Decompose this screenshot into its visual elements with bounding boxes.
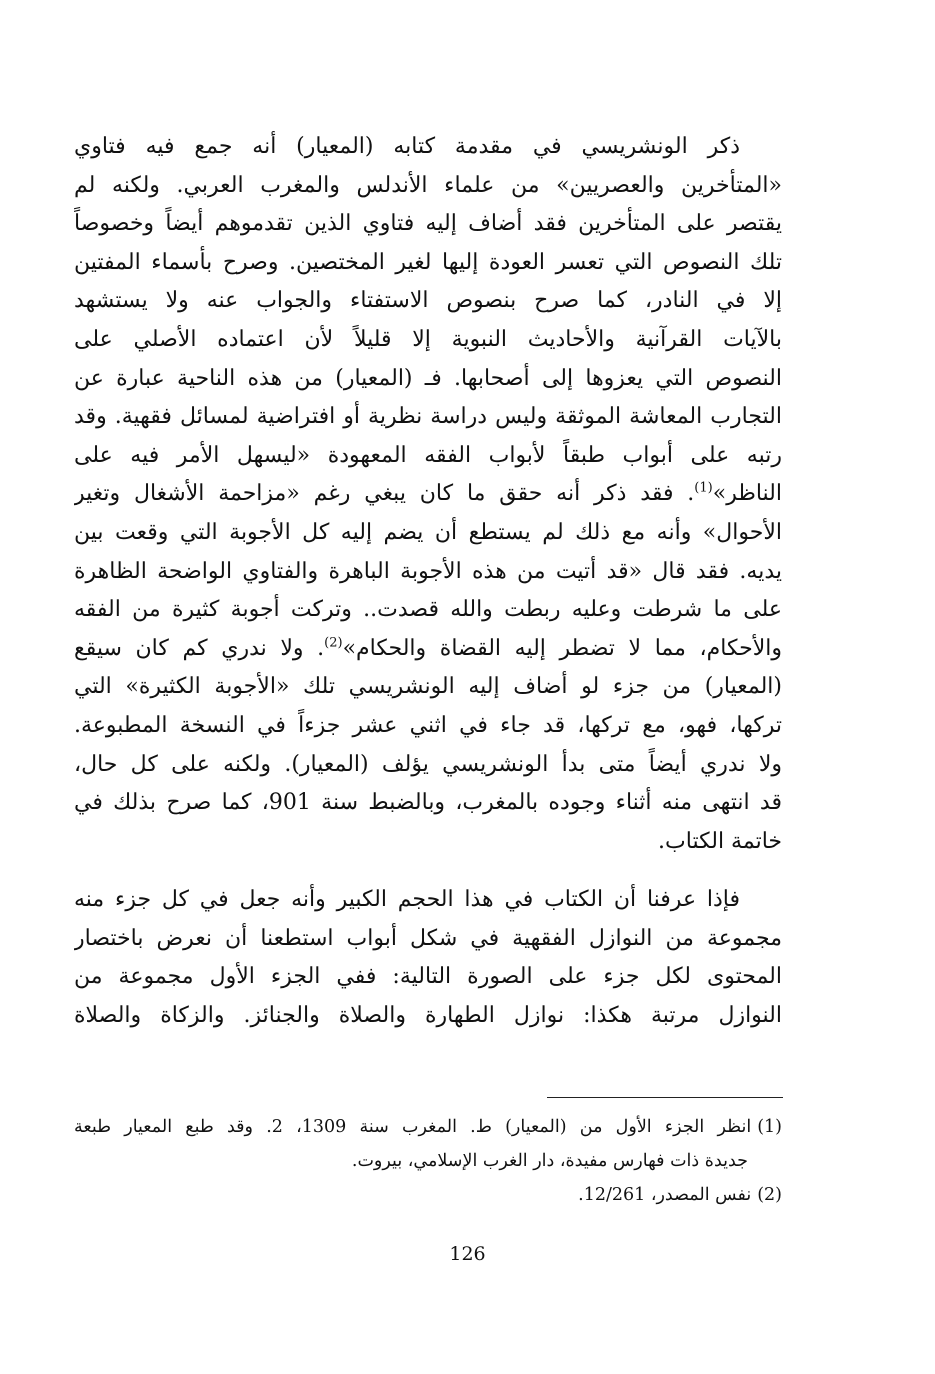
footnote-line: جديدة ذات فهارس مفيدة، دار الغرب الإسلامي، بيروت. xyxy=(351,1151,748,1171)
text-line: خاتمة الكتاب. xyxy=(658,828,782,854)
text-line: على ما شرطت وعليه ربطت والله قصدت.. وتركت أجوبة كثيرة من الفقه xyxy=(74,597,782,623)
text-line: فإذا عرفنا أن الكتاب في هذا الحجم الكبير وأنه جعل في كل جزء منه xyxy=(74,887,740,913)
text-line: (المعيار) من جزء لو أضاف إليه الونشريسي تلك «الأجوبة الكثيرة» التي xyxy=(74,674,782,700)
footnote-line xyxy=(74,1178,782,1212)
footnotes xyxy=(74,1110,782,1212)
text-line: قد انتهى منه أثناء وجوده بالمغرب، وبالضبط سنة 901، كما صرح بذلك في xyxy=(74,790,782,816)
text-line: ذكر الونشريسي في مقدمة كتابه (المعيار) أنه جمع فيه فتاوي xyxy=(74,134,740,159)
text-segment: والأحكام، مما لا تضطر إليه القضاة والحكام» xyxy=(342,635,782,661)
text-segment: . ولا ندري كم كان سيقع xyxy=(74,635,325,661)
footnote-text: انظر الجزء الأول من (المعيار) ط. المغرب سنة 1309، 2. وقد طبع المعيار طبعة xyxy=(74,1117,752,1137)
footnote-2 xyxy=(74,1178,782,1212)
footnote-number: (1) xyxy=(757,1117,782,1137)
footnote-1 xyxy=(74,1110,782,1178)
footnote-divider xyxy=(547,1097,783,1098)
footnote-ref-2[interactable]: (2) xyxy=(324,635,343,651)
text-line: رتبه على أبواب طبقاً لأبواب الفقه المعهودة «ليسهل الأمر فيه على xyxy=(74,442,782,468)
text-line: ولا ندري أيضاً متى بدأ الونشريسي يؤلف (المعيار). ولكنه على كل حال، xyxy=(74,751,782,777)
text-line-with-footnote-ref-1 xyxy=(74,475,782,514)
text-line: مجموعة من النوازل الفقهية في شكل أبواب استطعنا أن نعرض باختصار xyxy=(74,925,782,951)
page-number: 126 xyxy=(449,1243,486,1265)
paragraph-2 xyxy=(74,881,782,1035)
text-segment: الناظر» xyxy=(712,481,782,507)
footnote-number: (2) xyxy=(757,1185,782,1205)
footnote-text: نفس المصدر، 12/261. xyxy=(578,1185,752,1205)
text-line-with-footnote-ref-2 xyxy=(74,630,782,669)
text-line: المحتوى لكل جزء على الصورة التالية: ففي الجزء الأول مجموعة من xyxy=(74,964,782,990)
text-line: يديه. فقد قال «قد أتيت من هذه الأجوبة الباهرة والفتاوي الواضحة الظاهرة xyxy=(74,558,782,584)
text-line: إلا في النادر، كما صرح بنصوص الاستفتاء والجواب عنه ولا يستشهد xyxy=(74,288,782,314)
footnote-line xyxy=(74,1110,782,1144)
text-line: بالآيات القرآنية والأحاديث النبوية إلا قليلاً لأن اعتماده الأصلي على xyxy=(74,326,782,352)
text-line: تلك النصوص التي تعسر العودة إليها لغير المختصين. وصرح بأسماء المفتين xyxy=(74,249,782,275)
text-line: النصوص التي يعزوها إلى أصحابها. فـ (المعيار) من هذه الناحية عبارة عن xyxy=(74,365,782,391)
text-line: النوازل مرتبة هكذا: نوازل الطهارة والصلاة والجنائز. والزكاة والصلاة xyxy=(74,1003,782,1029)
text-segment: . فقد ذكر أنه حقق ما كان يبغي رغم «مزاحمة الأشغال وتغير xyxy=(74,481,695,507)
text-line: يقتصر على المتأخرين فقد أضاف إليه فتاوي الذين تقدموهم أيضاً وخصوصاً xyxy=(74,211,782,237)
text-line: الأحوال» وأنه مع ذلك لم يستطع أن يضم إليه كل الأجوبة التي وقعت بين xyxy=(74,519,782,545)
paragraph-1 xyxy=(74,128,782,861)
main-text xyxy=(74,128,782,1036)
text-line: «المتأخرين والعصريين» من علماء الأندلس والمغرب العربي. ولكنه لم xyxy=(74,172,782,198)
text-line: تركها، فهو، مع تركها، قد جاء في اثني عشر جزءاً في النسخة المطبوعة. xyxy=(74,712,782,738)
footnote-ref-1[interactable]: (1) xyxy=(694,481,713,497)
text-line: التجارب المعاشة الموثقة وليس دراسة نظرية أو افتراضية لمسائل فقهية. وقد xyxy=(74,404,782,430)
